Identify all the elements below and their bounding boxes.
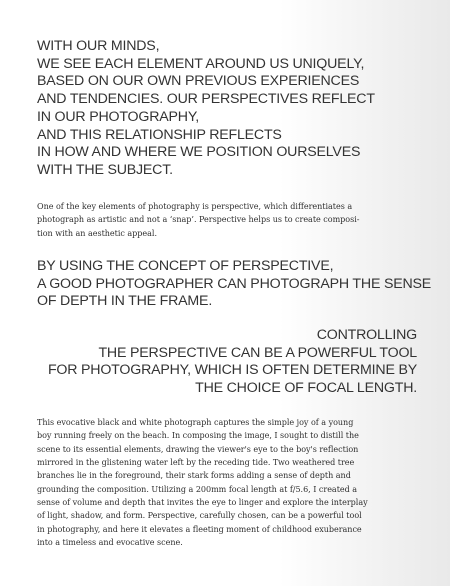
intro-heading-line: IN OUR PHOTOGRAPHY, <box>37 108 200 125</box>
paragraph-line: branches lie in the foreground, their stark forms adding a sense of depth and <box>37 471 351 481</box>
paragraph-line: sense of volume and depth that invites the eye to linger and explore the interplay <box>37 498 368 508</box>
paragraph-line: tion with an aesthetic appeal. <box>37 228 157 238</box>
intro-heading-line: IN HOW AND WHERE WE POSITION OURSELVES <box>37 144 361 161</box>
intro-heading-line: WITH OUR MINDS, <box>37 38 160 54</box>
depth-heading-line: OF DEPTH IN THE FRAME. <box>37 293 213 310</box>
intro-heading-line: AND THIS RELATIONSHIP REFLECTS <box>37 126 282 143</box>
paragraph-line: grounding the composition. Utilizing a 200mm focal length at f/5.6, I created a <box>37 484 358 494</box>
paragraph-line: of light, shadow, and form. Perspective, carefully chosen, can be a powerful tool <box>37 511 362 521</box>
photo-description-paragraph <box>37 416 415 549</box>
paragraph-line: scene to its essential elements, drawing the viewer's eye to the boy's reflection <box>37 444 359 454</box>
intro-paragraph <box>37 200 415 240</box>
intro-heading-line: BASED ON OUR OWN PREVIOUS EXPERIENCES <box>37 73 360 90</box>
focal-heading-line: CONTROLLING <box>316 327 417 343</box>
paragraph-line: photograph as artistic and not a ‘snap’. Perspective helps us to create composi- <box>37 215 360 225</box>
focal-length-heading <box>37 327 417 397</box>
intro-heading-line: AND TENDENCIES. OUR PERSPECTIVES REFLECT <box>37 91 375 108</box>
intro-heading-line: WITH THE SUBJECT. <box>37 161 173 178</box>
intro-heading-line: WE SEE EACH ELEMENT AROUND US UNIQUELY, <box>37 55 365 72</box>
focal-heading-line: THE CHOICE OF FOCAL LENGTH. <box>195 379 417 396</box>
paragraph-line: in photography, and here it elevates a fleeting moment of childhood exuberance <box>37 524 362 534</box>
paragraph-line: One of the key elements of photography is perspective, which differentiates a <box>37 202 353 211</box>
paragraph-line: mirrored in the glistening water left by the receding tide. Two weathered tree <box>37 458 355 468</box>
depth-heading-line: BY USING THE CONCEPT OF PERSPECTIVE, <box>37 258 334 274</box>
paragraph-line: into a timeless and evocative scene. <box>37 538 183 548</box>
focal-heading-line: THE PERSPECTIVE CAN BE A POWERFUL TOOL <box>98 344 417 361</box>
intro-heading <box>37 38 427 180</box>
paragraph-line: This evocative black and white photograph captures the simple joy of a young <box>37 418 354 427</box>
depth-heading <box>37 258 432 311</box>
paragraph-line: boy running freely on the beach. In composing the image, I sought to distill the <box>37 431 359 441</box>
focal-heading-line: FOR PHOTOGRAPHY, WHICH IS OFTEN DETERMINE BY <box>47 362 417 379</box>
depth-heading-line: A GOOD PHOTOGRAPHER CAN PHOTOGRAPH THE SENSE <box>37 275 432 292</box>
